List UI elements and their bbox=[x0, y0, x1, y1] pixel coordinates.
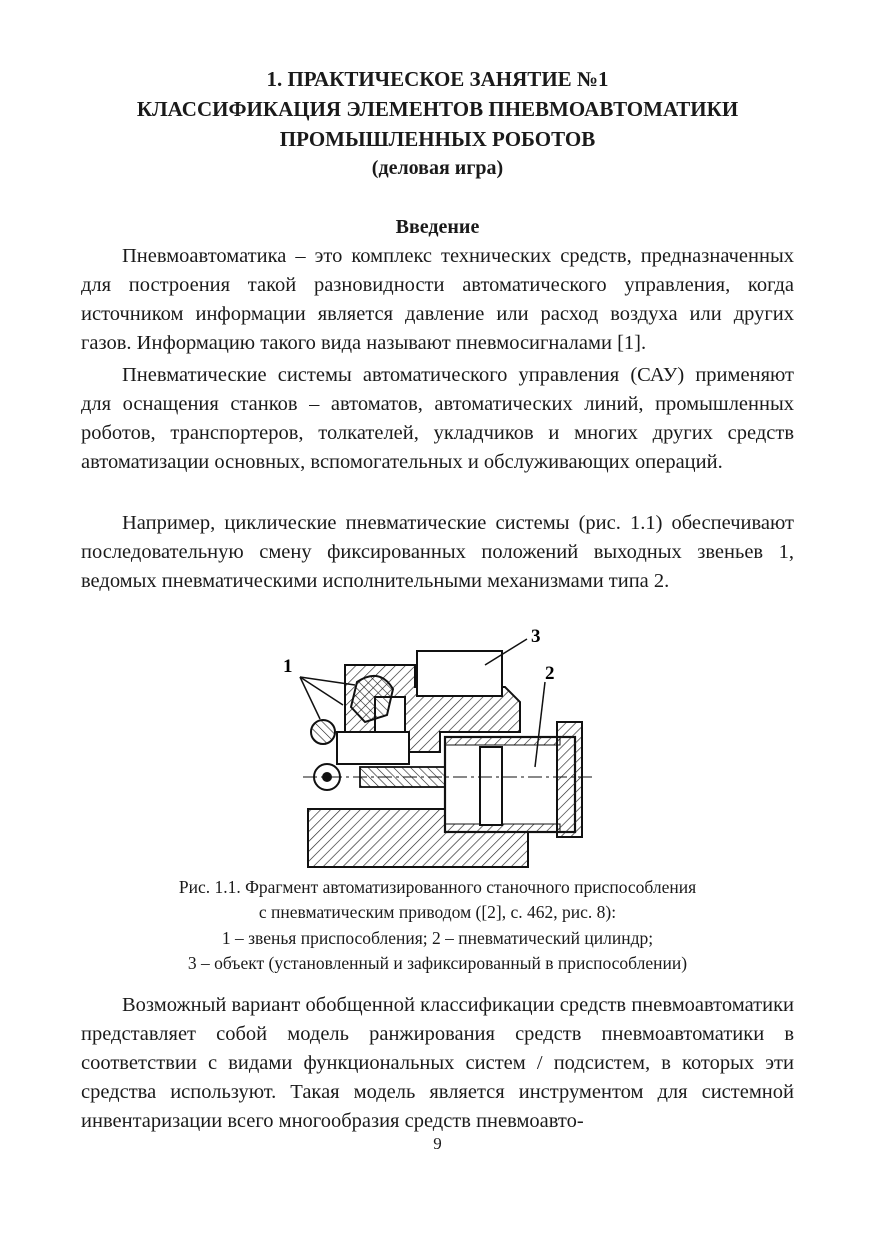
figure-caption-line-2: с пневматическим приводом ([2], с. 462, рис. 8): bbox=[258, 902, 617, 922]
link-bar bbox=[337, 732, 409, 764]
page-number: 9 bbox=[433, 1134, 442, 1153]
paragraph-4: Возможный вариант обобщенной классификации средств пневмоавтоматики представляет собой модель ранжирования средств пневмоавтоматики в соответствии с видами функциональных систем / подсистем, в которых эти средства используют. Такая модель является инструментом для системной инвентаризации всего многообразия средств пневмоавто- bbox=[81, 994, 794, 1132]
paragraph-3: Например, циклические пневматические системы (рис. 1.1) обеспечивают последовательную смену фиксированных положений выходных звеньев 1, ведомых пневматическими исполнительными механизмами типа 2. bbox=[81, 512, 794, 592]
section-heading: Введение bbox=[395, 216, 480, 238]
figure-caption-line-4: 3 – объект (установленный и зафиксированный в приспособлении) bbox=[187, 953, 688, 973]
label-1: 1 bbox=[283, 656, 293, 677]
chapter-title-line-3: ПРОМЫШЛЕННЫХ РОБОТОВ bbox=[279, 127, 596, 151]
clamp-lever bbox=[351, 676, 393, 722]
paragraph-2: Пневматические системы автоматического управления (САУ) применяют для оснащения станков – автоматов, автоматических линий, промышленных роботов, транспортеров, толкателей, укладчиков и многих других средств автоматизации основных, вспомогательных и обслуживающих операций. bbox=[81, 364, 794, 473]
label-3: 3 bbox=[531, 626, 541, 647]
chapter-title-line-1: 1. ПРАКТИЧЕСКОЕ ЗАНЯТИЕ №1 bbox=[266, 67, 609, 91]
figure-caption-line-3: 1 – звенья приспособления; 2 – пневматический цилиндр; bbox=[221, 928, 654, 948]
cylinder-cap bbox=[557, 722, 582, 837]
piston bbox=[480, 747, 502, 825]
pneumatic-cylinder bbox=[445, 737, 575, 832]
figure-caption-line-1: Рис. 1.1. Фрагмент автоматизированного станочного приспособления bbox=[178, 877, 697, 897]
workpiece-object bbox=[417, 651, 502, 696]
chapter-title-line-2: КЛАССИФИКАЦИЯ ЭЛЕМЕНТОВ ПНЕВМОАВТОМАТИКИ bbox=[136, 97, 739, 121]
chapter-subtitle: (деловая игра) bbox=[371, 157, 504, 179]
pivot-upper bbox=[311, 720, 335, 744]
label-2: 2 bbox=[545, 663, 555, 684]
paragraph-1: Пневмоавтоматика – это комплекс технических средств, предназначенных для построения такой разновидности автоматического управления, когда источником информации является давление или расход воздуха или других газов. Информацию такого вида называют пневмосигналами [1]. bbox=[81, 245, 794, 354]
cylinder-wall-top bbox=[445, 737, 560, 745]
fixture-drawing bbox=[283, 626, 600, 872]
figure-pneumatic-fixture bbox=[283, 626, 600, 872]
